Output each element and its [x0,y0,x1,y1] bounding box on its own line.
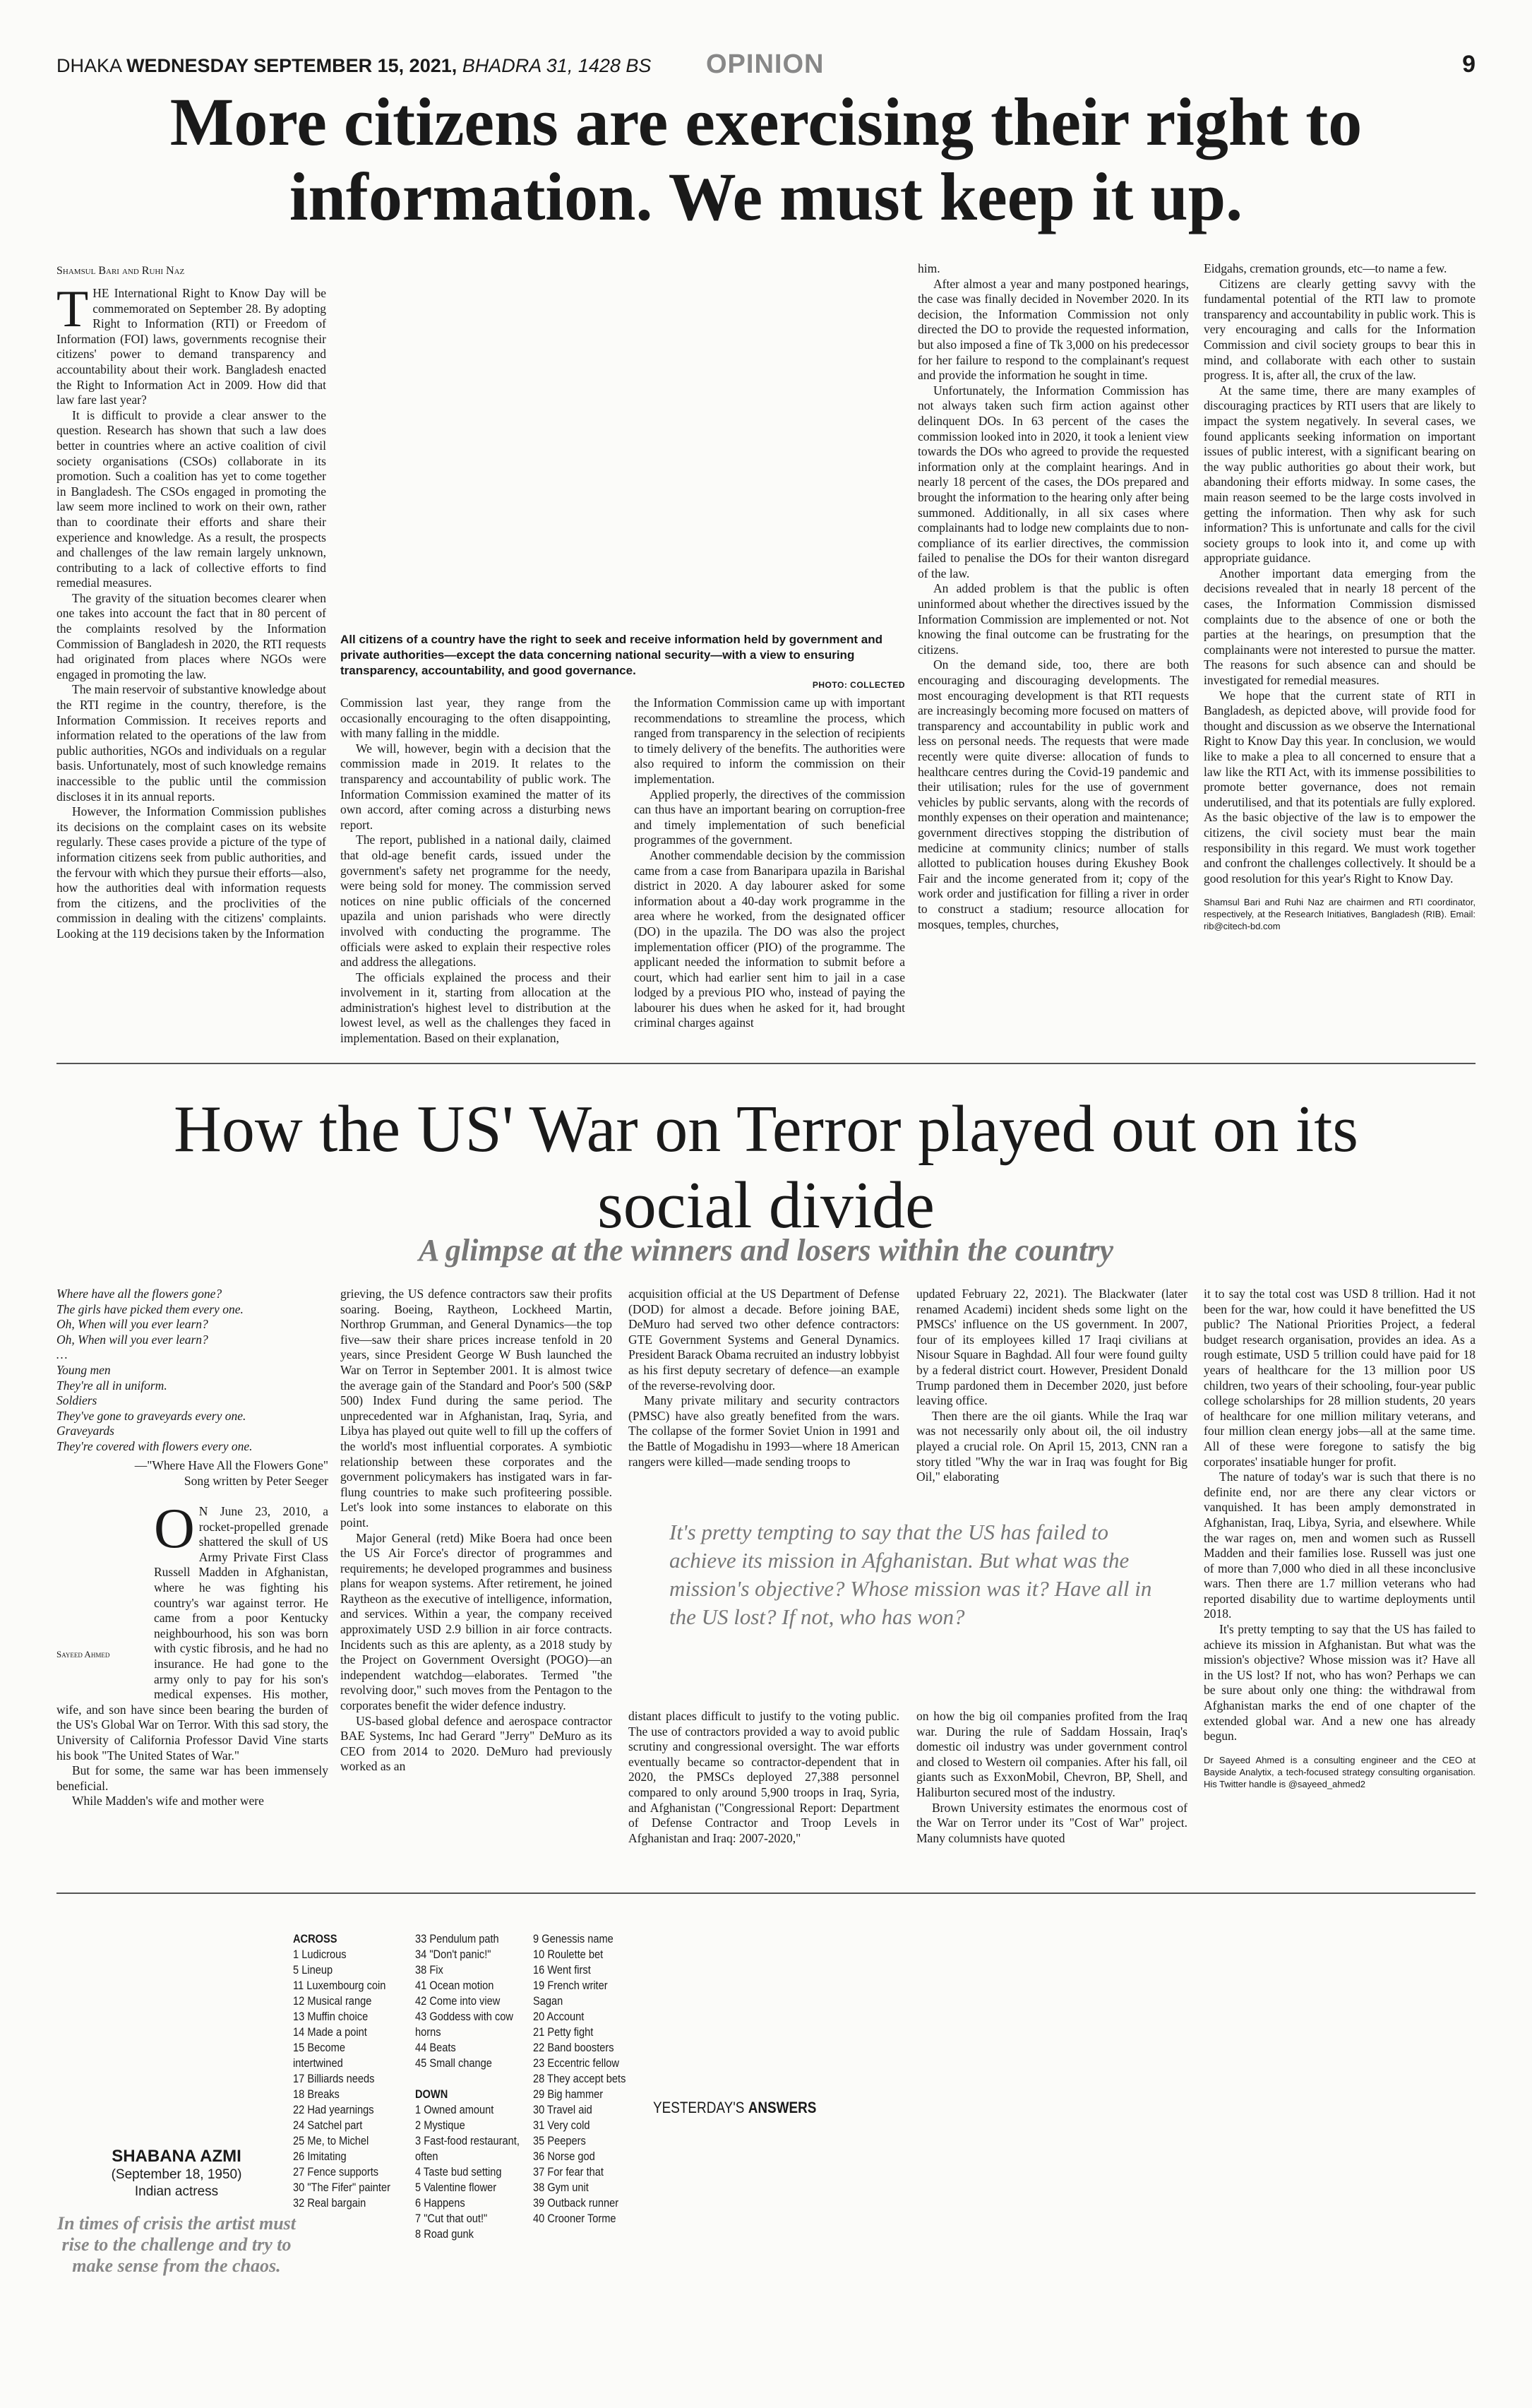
crossword-across-col1 [293,1931,396,2211]
photo-caption: All citizens of a country have the right to seek and receive information held by government and private authorities—except the data concerning national security—with a view to ensuring transparency, accountability, and good governance. [340,633,882,677]
clue: 37 For fear that [533,2165,604,2178]
paragraph: acquisition official at the US Department of Defense (DOD) for almost a decade. Before joining BAE, DeMuro had served two other defence contractors: GTE Government Systems and General Dynamics. President Barack Obama recruited an industry lobbyist as his first deputy secretary of defence—an example of the reverse-revolving door. [628,1287,899,1393]
poem-line: … [56,1347,68,1362]
poem-credit-line: Song written by Peter Seeger [184,1473,328,1488]
poem-line: They've gone to graveyards every one. [56,1408,246,1423]
clue: 38 Fix [415,1963,443,1977]
poem-line: Oh, When will you ever learn? [56,1332,208,1347]
paragraph: We hope that the current state of RTI in Bangladesh, as depicted above, will provide food for thought and discussion as we observe the International Right to Know Day this year. In conclusion, we would like to make a plea to all concerned to ensure that a law like the RTI Act, with its immense possibilities to promote better governance, does not remain underutilised, and that its potentials are fully explored. As the basic objective of the law is to empower the citizens, the civil society must bear the main responsibility in this regard. We must work together and confront the challenges collectively. It should be a good resolution for this year's Right to Know Day. [1204,688,1476,886]
paragraph: On the demand side, too, there are both encouraging and discouraging developments. The most encouraging development is that RTI requests are increasingly becoming more focused on matters of transparency and accountability in public work and less on personal needs. The requests that were made recently were quite diverse: allocation of funds to healthcare centres during the Covid-19 pandemic and their utilisation; rules for the use of government vehicles by public servants, along with the records of monthly expenses on their operation and maintenance; government directives stopping the distribution of medicine at community clinics; number of stalls allotted to publication houses during Ekushey Book Fair and the income generated from it; copy of the work order and justification for filling a river in order to construct a stadium; resource allocation for mosques, temples, churches, [918,657,1189,931]
clue: 33 Pendulum path [415,1932,499,1945]
paragraph: Citizens are clearly getting savvy with the fundamental potential of the RTI law to promote transparency and accountability in public work. This is very encouraging and calls for the Information Commission and civil society groups to bear this in mind, and collaborate with each other to sustain progress. It is, after all, the crux of the law. [1204,276,1476,383]
paragraph: HE International Right to Know Day will be commemorated on September 28. By adopting Right to Information (RTI) or Freedom of Information (FOI) laws, governments recognise their citizens' power to demand transparency and accountability about their work. Bangladesh enacted the Right to Information Act in 2009. How did that law fare last year? [56,286,326,407]
clue: 4 Taste bud setting [415,2165,502,2178]
byline-gap [56,1504,154,1689]
article2-col4-bottom [916,1709,1187,1846]
paragraph: We will, however, begin with a decision that the commission made in 2019. It relates to the transparency and accountability of public work. The Information Commission examined the matter of its own accord, after coming across a disturbing news report. [340,741,611,832]
clue: 44 Beats [415,2041,456,2054]
paragraph: After almost a year and many postponed hearings, the case was finally decided in November 2020. In its decision, the Information Commission not only directed the DO to provide the requested information, but also imposed a fine of Tk 3,000 on his predecessor for her failure to respond to the complainant's request and provide the information he sought in time. [918,276,1189,383]
clue: 42 Come into view [415,1994,501,2008]
clue: 43 Goddess with cow horns [415,2010,513,2039]
clue: 28 They accept bets [533,2072,626,2085]
clue: 2 Mystique [415,2118,465,2132]
clue: 45 Small change [415,2056,492,2070]
clue: 22 Band boosters [533,2041,614,2054]
clue: 34 "Don't panic!" [415,1948,491,1961]
clue: 39 Outback runner [533,2196,619,2210]
paragraph: An added problem is that the public is often uninformed about whether the directives issued by the Information Commission are implemented or not. Not knowing the final outcome can be frustrating for the citizens. [918,581,1189,657]
clue: 41 Ocean motion [415,1979,494,1992]
clue: 36 Norse god [533,2150,595,2163]
article2-col4-top [916,1287,1187,1485]
clue: 19 French writer Sagan [533,1979,608,2008]
clue: 30 Travel aid [533,2103,592,2116]
clue: 38 Gym unit [533,2181,589,2194]
article1-col4 [918,261,1189,932]
paragraph: distant places difficult to justify to the voting public. The use of contractors provided a way to avoid public scrutiny and congressional oversight. The war efforts eventually became so contractor-dependent that in 2020, the PMSCs deployed 27,388 personnel compared to only around 5,900 troops in Iraq, Syria, and Afghanistan ("Congressional Report: Department of Defense Contractor and Troop Levels in Afghanistan and Iraq: 2007-2020," [628,1709,899,1845]
clue: 11 Luxembourg coin [293,1979,386,1992]
masthead [56,49,1476,85]
clue: 25 Me, to Michel [293,2134,369,2147]
clue: 1 Ludicrous [293,1948,347,1961]
article2-byline: Sayeed Ahmed [56,1649,110,1659]
author-bio: Shamsul Bari and Ruhi Naz are chairmen and RTI coordinator, respectively, at the Research Initiatives, Bangladesh (RIB). Email: rib@citech-bd.com [1204,897,1476,932]
photo-credit: PHOTO: COLLECTED [812,680,905,690]
clue: 23 Eccentric fellow [533,2056,619,2070]
paragraph: Another important data emerging from the decisions revealed that in nearly 18 percent of the cases, the Information Commission dismissed complaints due to the absence of one or both the parties at the hearings, on presumption that the complainants were not interested to pursue the matter. The reasons for such absence can and should be investigated for remedial measures. [1204,566,1476,688]
clue: 9 Genessis name [533,1932,614,1945]
paragraph: The main reservoir of substantive knowledge about the RTI regime in the country, therefore, is the Information Commission. It receives reports and information related to the operations of the law from public authorities, NGOs and individuals on a regular basis. Unfortunately, most of such knowledge remains inaccessible to the public until the commission discloses it in its annual reports. [56,682,326,804]
dateline-bengali-date: BHADRA 31, 1428 BS [462,55,652,76]
quote-person-dates: (September 18, 1950) [111,2167,242,2182]
dateline-city: DHAKA [56,55,121,76]
poem-line: Graveyards [56,1424,114,1438]
clue: 35 Peepers [533,2134,586,2147]
poem-line: They're all in uniform. [56,1378,167,1393]
clue: 8 Road gunk [415,2227,474,2241]
clue: 21 Petty fight [533,2025,594,2039]
paragraph: Major General (retd) Mike Boera had once been the US Air Force's director of programmes and requirements; he developed programmes and business plans for weapon systems. After retirement, he joined Raytheon as the executive of intelligence, information, and services. Within a year, the company received approximately USD 2.9 billion in air force contracts. Incidents such as this are aplenty, as a 2018 study by the Project on Government Oversight (POGO)—an independent watchdog—elaborates. Termed "the revolving door," such moves from the Pentagon to the corporates benefit the wider defence industry. [340,1530,612,1713]
paragraph: However, the Information Commission publishes its decisions on the complaint cases on its website regularly. These cases provide a picture of the type of information citizens seek from public authorities, and the fervour with which they pursue their efforts—also, how the authorities deal with information requests from the citizens, and the proclivities of the commission in dealing with the citizens' complaints. Looking at the 119 decisions taken by the Information [56,804,326,941]
paragraph: him. [918,261,940,275]
paragraph: The officials explained the process and their involvement in it, starting from allocation at the administration's highest level to distribution at the lowest level, as well as the challenges they faced in implementation. Based on their explanation, [340,970,611,1046]
paragraph: it to say the total cost was USD 8 trillion. Had it not been for the war, how could it have benefitted the US public? The National Priorities Project, a federal budget research organisation, provides an idea. As a rough estimate, USD 5 trillion could have paid for 18 years of healthcare for the 13 million poor US children, two years of their schooling, four-year public college scholarships for 28 million students, 20 years of healthcare for one million military veterans, and four million clean energy jobs—all at the same time. All of these were foregone to satisfy the big corporates' insatiable hunger for profit. [1204,1287,1476,1469]
clue: 22 Had yearnings [293,2103,374,2116]
poem-line: Young men [56,1362,111,1377]
section-label: OPINION [706,49,825,79]
clue: 14 Made a point [293,2025,367,2039]
paragraph: Commission last year, they range from the occasionally encouraging to the often disappointing, with many falling in the middle. [340,696,611,741]
yesterdays-answers-label [653,2099,816,2117]
poem-line: Oh, When will you ever learn? [56,1317,208,1332]
yesterdays-label: YESTERDAY'S [653,2099,745,2116]
paragraph: The report, published in a national daily, claimed that old-age benefit cards, issued under the government's safety net programme for the needy, were being sold for money. The commission served notices on nine public officials of the concerned upazila and union parishads who were directly involved with conducting the programme. The officials were asked to explain their respective roles and address the allegations. [340,833,611,970]
paragraph: The nature of today's war is such that there is no definite end, nor are there any clear victors or vanquished. It has been amply demonstrated in Afghanistan, Iraq, Libya, Syria, and elsewhere. While the war rages on, men and women such as Russell Madden and their families lose. Russell was just one of more than 7,000 who died in all these inconclusive wars. Then there are 1.7 million veterans who had reported disability due to wartime deployments until 2018. [1204,1470,1476,1621]
paragraph: Unfortunately, the Information Commission has not always taken such firm action against other delinquent DOs. In 63 percent of the cases the commission looked into in 2020, it took a lenient view towards the DOs who agreed to provide the requested information only at the complaint hearings. And in nearly 18 percent of the cases, the DOs prepared and brought the information to the hearing only after being summoned. Additionally, in all six cases where complainants had to lodge new complaints due to non-compliance of its earlier directives, the commission failed to penalise the DOs for their wanton disregard of the law. [918,383,1189,580]
article1-photo [340,261,905,628]
poem-credit [56,1458,328,1489]
paragraph: Then there are the oil giants. While the Iraq war was not necessarily only about oil, the oil industry played a crucial role. On April 15, 2013, CNN ran a story titled "Why the war in Iraq was fought for Big Oil," elaborating [916,1408,1187,1484]
paragraph: Brown University estimates the enormous cost of the War on Terror under its "Cost of War" project. Many columnists have quoted [916,1800,1187,1845]
article2-col2 [340,1287,612,1775]
paragraph: N June 23, 2010, a rocket-propelled grenade shattered the skull of US Army Private First Class Russell Madden in Afghanistan, where he was fighting his country's war against terror. He came from a poor Kentucky neighbourhood, his son was born with cystic fibrosis, and he had no insurance. He had gone to the army only to pay for his son's medical expenses. His mother, wife, and son have since been bearing the burden of the US's Global War on Terror. With this sad story, the University of California Professor David Vine starts his book "The United States of War." [56,1504,328,1763]
dropcap: T [56,280,89,338]
clue: 27 Fence supports [293,2165,379,2178]
paragraph: the Information Commission came up with important recommendations to streamline the process, which ranged from transparency in the selection of recipients to timely delivery of the benefits. The authorities were also required to inform the commission on their implementation. [634,696,905,786]
clue: 29 Big hammer [533,2087,604,2101]
clue: 31 Very cold [533,2118,590,2132]
clue: 1 Owned amount [415,2103,494,2116]
quote-person-name: SHABANA AZMI [112,2147,241,2166]
paragraph: Eidgahs, cremation grounds, etc—to name a few. [1204,261,1447,275]
answers-label: ANSWERS [748,2099,817,2116]
article1-col2 [340,696,611,1047]
article1-headline: More citizens are exercising their right to information. We must keep it up. [169,84,1363,234]
crossword-col3 [533,1931,640,2227]
clue: 18 Breaks [293,2087,340,2101]
dropcap: O [154,1498,195,1560]
paragraph: grieving, the US defence contractors saw their profits soaring. Boeing, Raytheon, Lockheed Martin, Northrop Grumman, and General Dynamics—the top five—saw their share prices increase tenfold in 20 years, since President George W Bush launched the War on Terror in September 2001. It is almost twice the average gain of the Standard and Poor's 500 (S&P 500) Index Fund during the same period. The unprecedented war in Afghanistan, Iraq, Syria, and Libya has played out quite well to fill up the coffers of the world's most influential corporates. A symbiotic relationship between these corporates and the government policymakers has instigated wars in far-flung countries to make such profiteering possible. Let's look into some instances to elaborate on this point. [340,1287,612,1530]
article2-subhead: A glimpse at the winners and losers within the country [418,1233,1114,1268]
author-bio: Dr Sayeed Ahmed is a consulting engineer and the CEO at Bayside Analytix, a tech-focused strategy consulting organisation. His Twitter handle is @sayeed_ahmed2 [1204,1754,1476,1789]
clue: 6 Happens [415,2196,465,2210]
clue: 32 Real bargain [293,2196,366,2210]
poem-line: They're covered with flowers every one. [56,1438,253,1453]
paragraph: But for some, the same war has been immensely beneficial. [56,1763,328,1793]
clue: 17 Billiards needs [293,2072,375,2085]
poem-line: Where have all the flowers gone? [56,1287,222,1301]
poem-credit-line: —"Where Have All the Flowers Gone" [134,1458,328,1472]
article2-col3-top [628,1287,899,1470]
paragraph: US-based global defence and aerospace contractor BAE Systems, Inc had Gerard "Jerry" DeMuro as its CEO from 2014 to 2020. DeMuro had previously worked as an [340,1713,612,1774]
clue: 20 Account [533,2010,585,2023]
paragraph: The gravity of the situation becomes clearer when one takes into account the fact that in 80 percent of the complaints resolved by the Information Commission of Bangladesh in 2020, the RTI requests had originated from places where NGOs were engaged in promoting the law. [56,590,326,681]
clue: 26 Imitating [293,2150,347,2163]
section-divider [56,1063,1476,1064]
paragraph: At the same time, there are many examples of discouraging practices by RTI users that are likely to impact the system negatively. In several cases, we found applicants seeking information on important issues of public interest, with a significant bearing on the way public authorities go about their work, but abandoning their efforts midway. In some cases, the main reason seemed to be the large costs involved in getting the information. Then why ask for such information? This is unfortunate and calls for the civil society groups to look into it, and come up with appropriate guidance. [1204,383,1476,566]
paragraph: It's pretty tempting to say that the US has failed to achieve its mission in Afghanistan. But what was the mission's objective? Whose mission was it? Have all in the US lost? If not, who has won? Perhaps we can be sure about only one thing: the withdrawal from Afghanistan marks the end of one chapter of the extended global war. And a new one has already begun. [1204,1622,1476,1744]
epigraph-poem [56,1287,328,1455]
section-divider [56,1893,1476,1894]
article2-col3-bottom [628,1709,899,1846]
article2-headline: How the US' War on Terror played out on its social divide [173,1092,1358,1242]
dateline [56,55,651,77]
clue: 7 "Cut that out!" [415,2212,488,2225]
clue: 5 Lineup [293,1963,333,1977]
paragraph: It is difficult to provide a clear answer to the question. Research has shown that such a law does better in countries where an active coalition of civil society organisations (CSOs) collaborate in its promotion. Such a coalition has yet to come together in Bangladesh. The CSOs engaged in promoting the law seem more inclined to work on their own, rather than to coordinate their efforts and share their experience and knowledge. As a result, the prospects and challenges of the law remain largely unknown, contributing to a lack of collective efforts to find remedial measures. [56,407,326,590]
clue: 40 Crooner Torme [533,2212,616,2225]
clue: 13 Muffin choice [293,2010,369,2023]
paragraph: Another commendable decision by the commission came from a case from Banaripara upazila in Barishal district in 2020. A day labourer asked for some information about a 40-day work programme in the area where he worked, from the designated officer (DO) in the upazila. The DO was also the project implementation officer (PIO) of the programme. The applicant needed the information to submit before a court, which had earlier sent him to jail in a case lodged by a previous PIO who, instead of paying the labourer his dues when he asked for it, had brought criminal charges against [634,847,905,1030]
paragraph: updated February 22, 2021). The Blackwater (later renamed Academi) incident sheds some light on the PMSCs' influence on the US government. In 2007, four of its employees killed 17 Iraqi civilians at Nisour Square in Baghdad. All four were found guilty by a federal district court. However, President Donald Trump pardoned them in December 2020, just before leaving office. [916,1287,1187,1408]
poem-line: Soldiers [56,1393,97,1408]
across-heading: ACROSS [293,1932,337,1945]
article2-col1 [56,1498,328,1809]
article2-col5 [1204,1287,1476,1790]
clue: 30 "The Fifer" painter [293,2181,390,2194]
article1-col5 [1204,261,1476,932]
quote-box [56,2147,297,2277]
clue: 24 Satchel part [293,2118,363,2132]
paragraph: on how the big oil companies profited from the Iraq war. During the rule of Saddam Hossain, Iraq's domestic oil industry was under government control and closed to Western oil companies. After his fall, oil giants such as ExxonMobil, Chevron, BP, Shell, and Haliburton secured most of the industry. [916,1709,1187,1799]
paragraph: Applied properly, the directives of the commission can thus have an important bearing on corruption-free and timely implementation of such beneficial programmes of the government. [634,787,905,847]
clue: 16 Went first [533,1963,591,1977]
clue: 15 Become intertwined [293,2041,345,2070]
clue: 5 Valentine flower [415,2181,497,2194]
clue: 12 Musical range [293,1994,372,2008]
paragraph: Many private military and security contractors (PMSC) have also greatly benefited from the wars. The collapse of the former Soviet Union in 1991 and the Battle of Mogadishu in 1993—where 18 American rangers were killed—made sending troops to [628,1393,899,1469]
article1-col3 [634,696,905,1031]
down-heading: DOWN [415,2087,448,2101]
quote-person-role: Indian actress [134,2184,219,2199]
quote-text: In times of crisis the artist must rise to the challenge and try to make sense from the chaos. [56,2213,297,2276]
dateline-date: WEDNESDAY SEPTEMBER 15, 2021, [126,55,457,76]
clue: 10 Roulette bet [533,1948,604,1961]
page-number: 9 [1462,51,1476,78]
paragraph: While Madden's wife and mother were [72,1794,264,1808]
article1-col1 [56,280,326,942]
clue: 3 Fast-food restaurant, often [415,2134,520,2163]
pull-quote: It's pretty tempting to say that the US has failed to achieve its mission in Afghanistan. But what was the mission's objective? Whose mission was it? Have all in the US lost? If not, who has won? [669,1520,1152,1629]
poem-line: The girls have picked them every one. [56,1301,244,1316]
article1-byline: Shamsul Bari and Ruhi Naz [56,265,185,277]
crossword-col2 [415,1931,522,2242]
